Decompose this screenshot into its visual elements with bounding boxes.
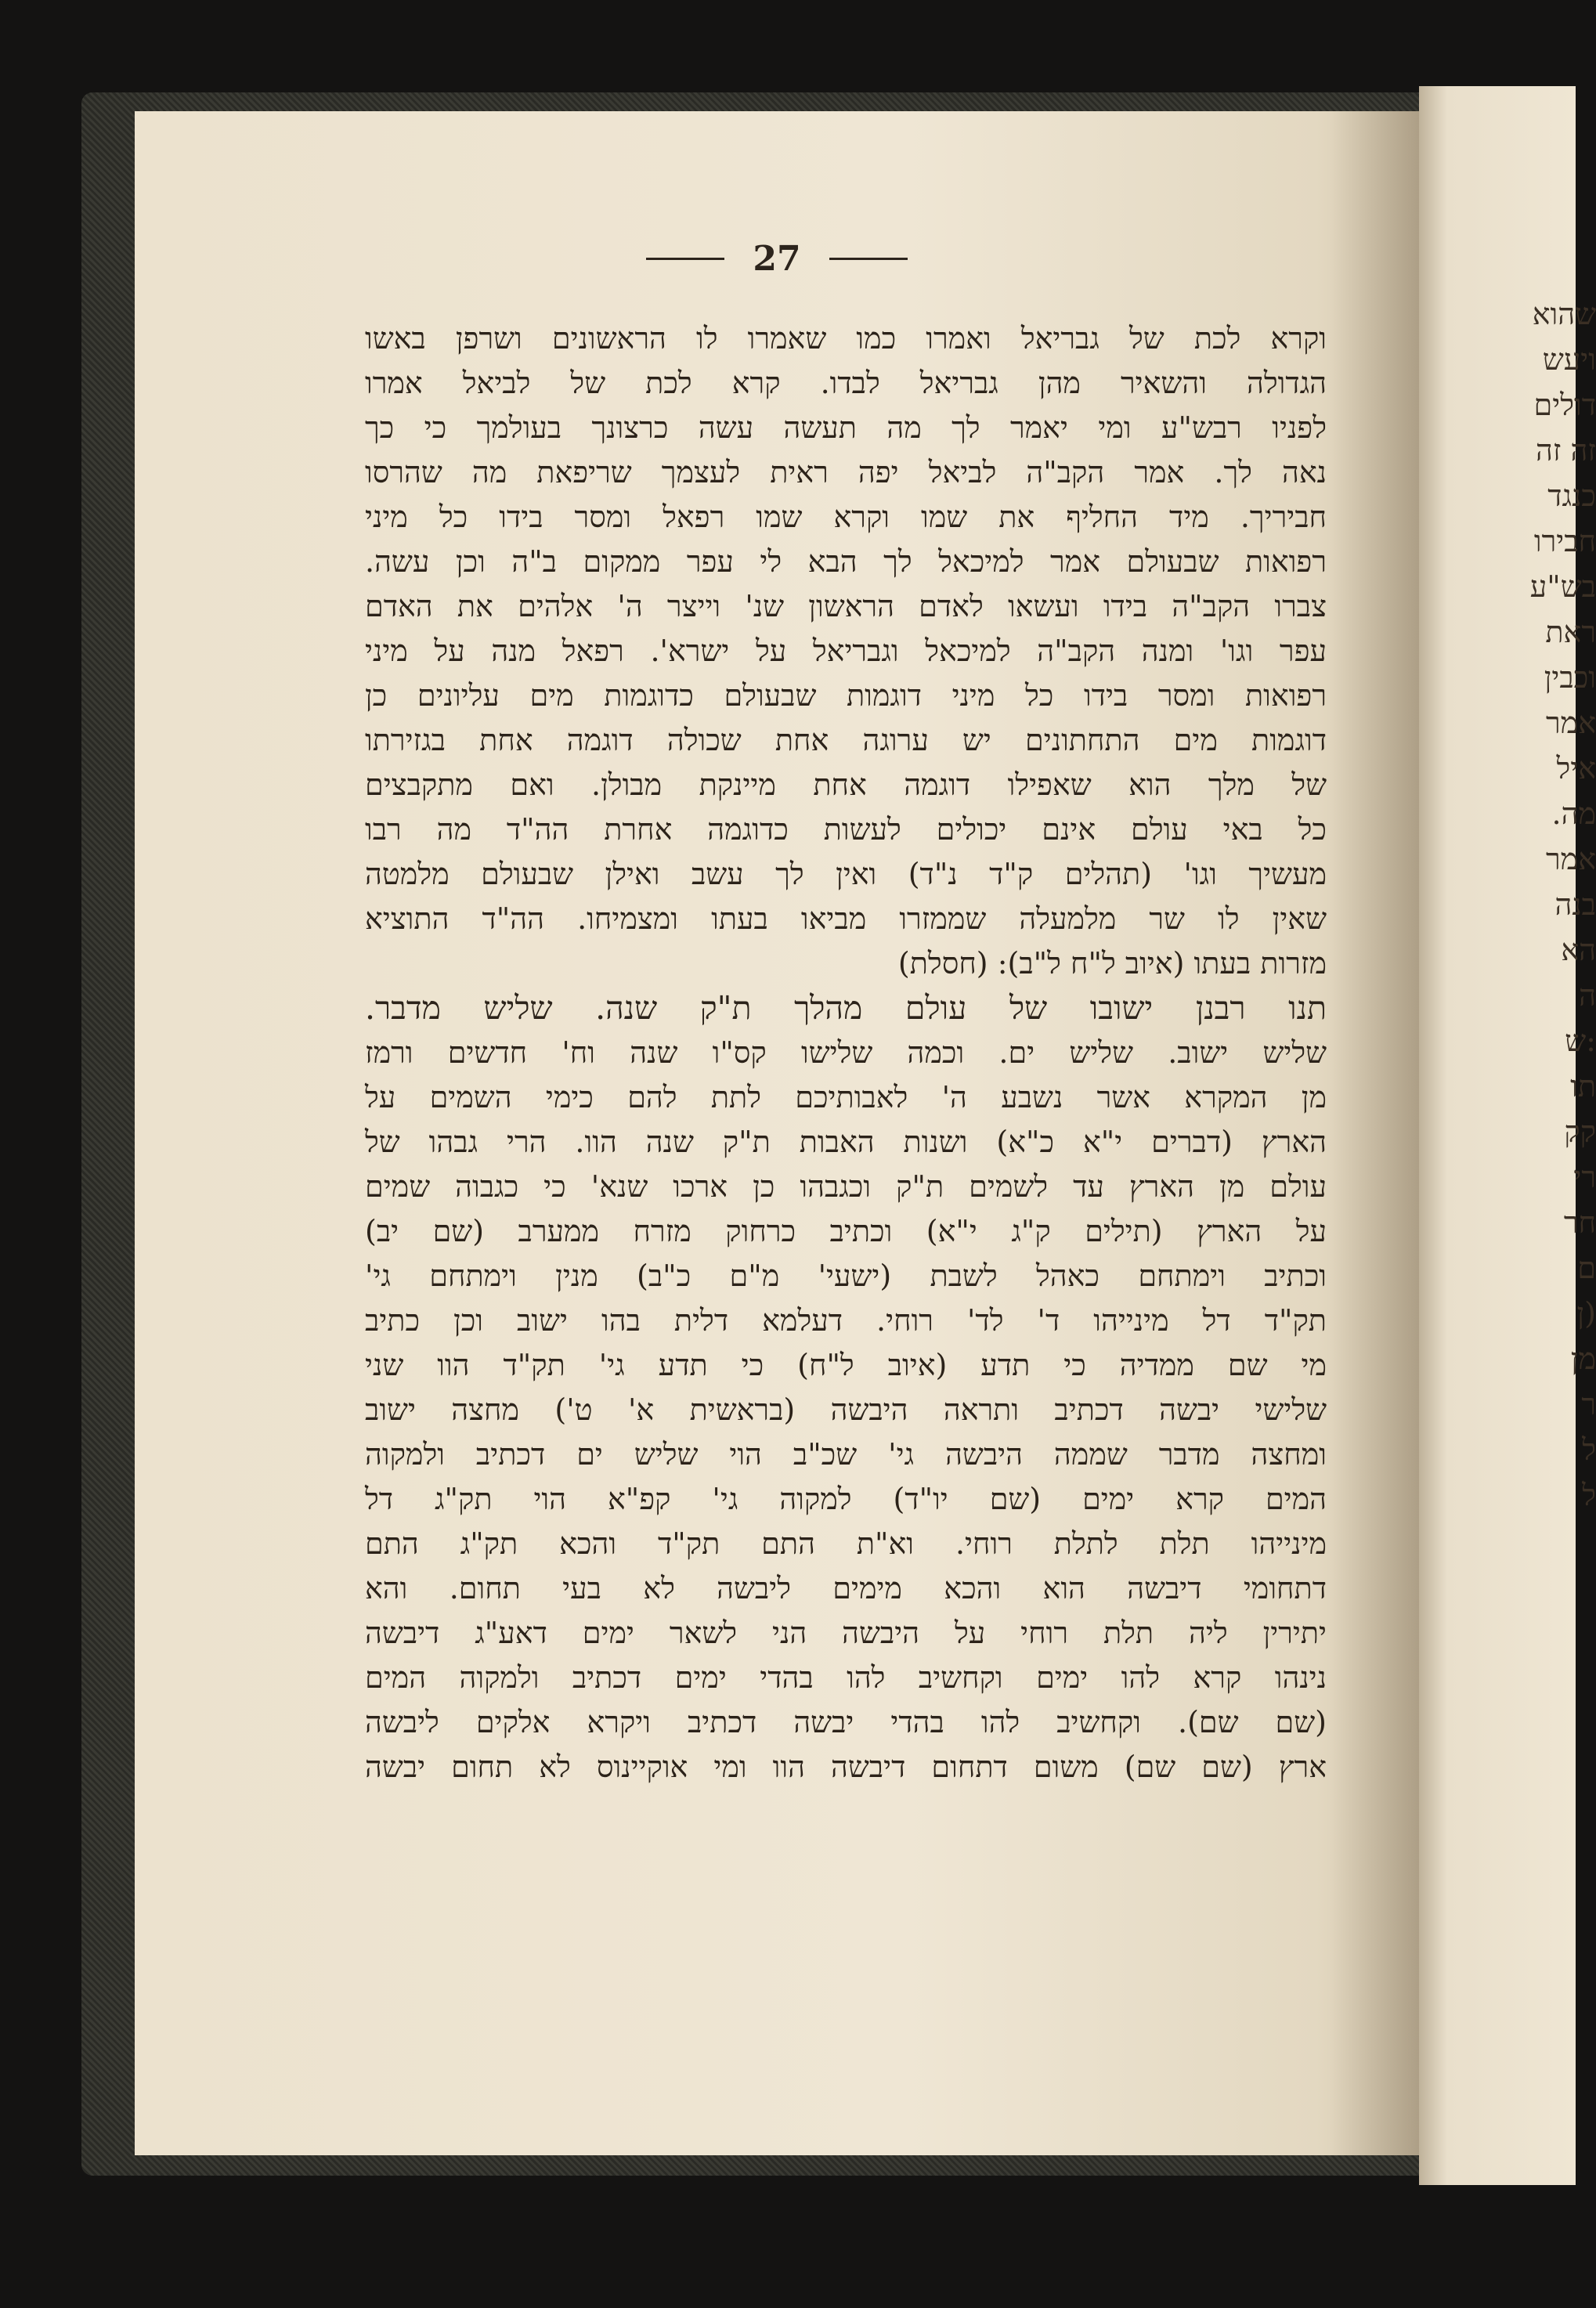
facing-page-fragment: ל [1582,1432,1596,1467]
facing-page-fragment: דולים [1533,388,1596,422]
facing-page-fragment: :ש [1565,1024,1596,1058]
facing-page-fragment: איל [1556,751,1596,786]
text-line: שליש ישוב. שליש ים. וכמה שלישו קס"ו שנה וח' חדשים ורמז [365,1035,1327,1070]
main-text [365,316,1327,1790]
text-line: יתירין ליה תלת רוחי על היבשה הני לשאר ימים דאע"ג דיבשה [365,1616,1327,1650]
paragraph-opening-line: תנו רבנן ישובו של עולם מהלך ת"ק שנה. שליש מדבר. [365,989,1327,1027]
text-line: עפר וגו' ומנה הקב"ה למיכאל וגבריאל על ישרא'. רפאל מנה על מיני [365,634,1327,668]
page-header [135,235,1419,282]
text-line: נינהו קרא להו ימים וקחשיב להו בהדי ימים דכתיב ולמקוה המים [365,1660,1327,1695]
text-line: וכתיב וימתחם כאהל לשבת (ישעי' מ"ם כ"ב) מנין וימתחם גי' [365,1259,1327,1293]
header-rule-right [829,258,908,260]
facing-page-fragment: ם [1577,1251,1596,1285]
text-line: עולם מן הארץ עד לשמים ת"ק וכגבהו כן ארכו שנא' כי כגבוה שמים [365,1169,1327,1204]
text-line: מזרות בעתו (איוב ל"ח ל"ב): (חסלת) [897,946,1327,981]
gutter-shadow [1331,111,1419,2155]
facing-page-fragment: ר [1581,1387,1596,1421]
facing-page-fragment: ל [1582,1478,1596,1512]
text-line: דוגמות מים התחתונים יש ערוגה אחת שכולה דוגמה אחת בגזירתו [365,723,1327,757]
header-rule-left [646,258,724,260]
text-line: כל באי עולם אינם יכולים לעשות כדוגמה אחרת הה"ד מה רבו [365,812,1327,847]
text-line: מי שם ממדיה כי תדע (איוב ל"ח) כי תדע גי' תק"ד הוו שני [365,1348,1327,1382]
facing-page-fragment: חבירו [1533,524,1596,558]
text-line: שאין לו שר מלמעלה שממזרו מביאו בעתו ומצמיחו. הה"ד התוציא [365,901,1327,936]
facing-page-fragment: ויעש [1542,342,1596,377]
text-line: על הארץ (תילים ק"ג י"א) וכתיב כרחוק מזרח ממערב (שם יב) [365,1214,1327,1248]
facing-page-fragment: רי [1573,1160,1596,1194]
text-line: המים קרא ימים (שם יו"ד) למקוה גי' קפ"א הוי תק"ג דל [365,1482,1327,1516]
facing-page-fragment: ה [1579,978,1596,1013]
text-line: חביריך. מיד החליף את שמו וקרא שמו רפאל ומסר בידו כל מיני [365,500,1327,534]
page-number: 27 [753,238,801,279]
facing-page-fragment: זה זה [1536,433,1596,468]
text-line: תק"ד דל מינייהו ד' לד' רוחי. דעלמא דלית בהו ישוב וכן כתיב [365,1303,1327,1338]
facing-page-fragment: תו [1570,1069,1596,1103]
text-line: צברו הקב"ה בידו ועשאו לאדם הראשון שנ' וייצר ה' אלהים את האדם [365,589,1327,623]
facing-page-fragment: חר [1563,1205,1596,1240]
text-line: לפניו רבש"ע ומי יאמר לך מה תעשה עשה כרצונך בעולמך כי כך [365,410,1327,445]
text-line: הארץ (דברים י"א כ"א) ושנות האבות ת"ק שנה הוו. הרי גבהו של [365,1125,1327,1159]
text-line: רפואות ומסר בידו כל מיני דוגמות שבעולם כדוגמות מים עליונים כן [365,678,1327,713]
facing-page-fragment: קק [1564,1114,1596,1149]
facing-page-fragment: וכבין [1544,660,1596,695]
text-line: (שם שם). וקחשיב להו בהדי יבשה דכתיב ויקרא אלקים ליבשה [365,1705,1327,1739]
text-line: מן המקרא אשר נשבע ה' לאבותיכם לתת להם כימי השמים על [365,1080,1327,1114]
text-line: נאה לך. אמר הקב"ה לביאל יפה ראית לעצמך שריפאת מה שהרסו [365,455,1327,489]
facing-page-fragment: אמר [1546,706,1596,740]
facing-page-fragment: מן [1570,1342,1596,1376]
text-line: מעשיך וגו' (תהלים ק"ד נ"ד) ואין לך עשב ואילן שבעולם מלמטה [365,857,1327,891]
text-line: מינייהו תלת לתלת רוחי. וא"ת התם תק"ד והכא תק"ג התם [365,1526,1327,1561]
text-line: ארץ (שם שם) משום דתחום דיבשה הוו ומי אוקיינוס לא תחום יבשה [365,1750,1327,1784]
text-line: דתחומי דיבשה הוא והכא מימים ליבשה לא בעי תחום. והא [365,1571,1327,1605]
facing-page-fragment: (ן [1576,1296,1596,1331]
facing-page-fragment: בש"ע [1529,569,1596,604]
facing-page-edge [1419,86,1596,2185]
facing-page-fragment: הא [1561,933,1596,967]
facing-page-fragment: כנגד [1547,479,1596,513]
text-line: ומחצה מדבר שממה היבשה גי' שכ"ב הוי שליש ים דכתיב ולמקוה [365,1437,1327,1472]
text-line: של מלך הוא שאפילו דוגמה אחת מיינקת מבולן. ואם מתקבצים [365,768,1327,802]
facing-page-fragment: מה. [1551,796,1596,831]
text-line: שלישי יבשה דכתיב ותראה היבשה (בראשית א' ט') מחצה ישוב [365,1392,1327,1427]
text-line: רפואות שבעולם אמר למיכאל לך הבא לי עפר ממקום ב"ה וכן עשה. [365,544,1327,579]
text-line: הגדולה והשאיר מהן גבריאל לבדו. קרא לכת של לביאל אמרו [365,366,1327,400]
facing-page-fragment: בנה [1554,887,1596,922]
facing-page-fragment: אמר [1546,842,1596,876]
facing-page-fragment: ראת [1545,615,1596,649]
facing-page-fragment: שהוא [1532,297,1596,331]
text-line: וקרא לכת של גבריאל ואמרו כמו שאמרו לו הראשונים ושרפן באשו [365,321,1327,356]
